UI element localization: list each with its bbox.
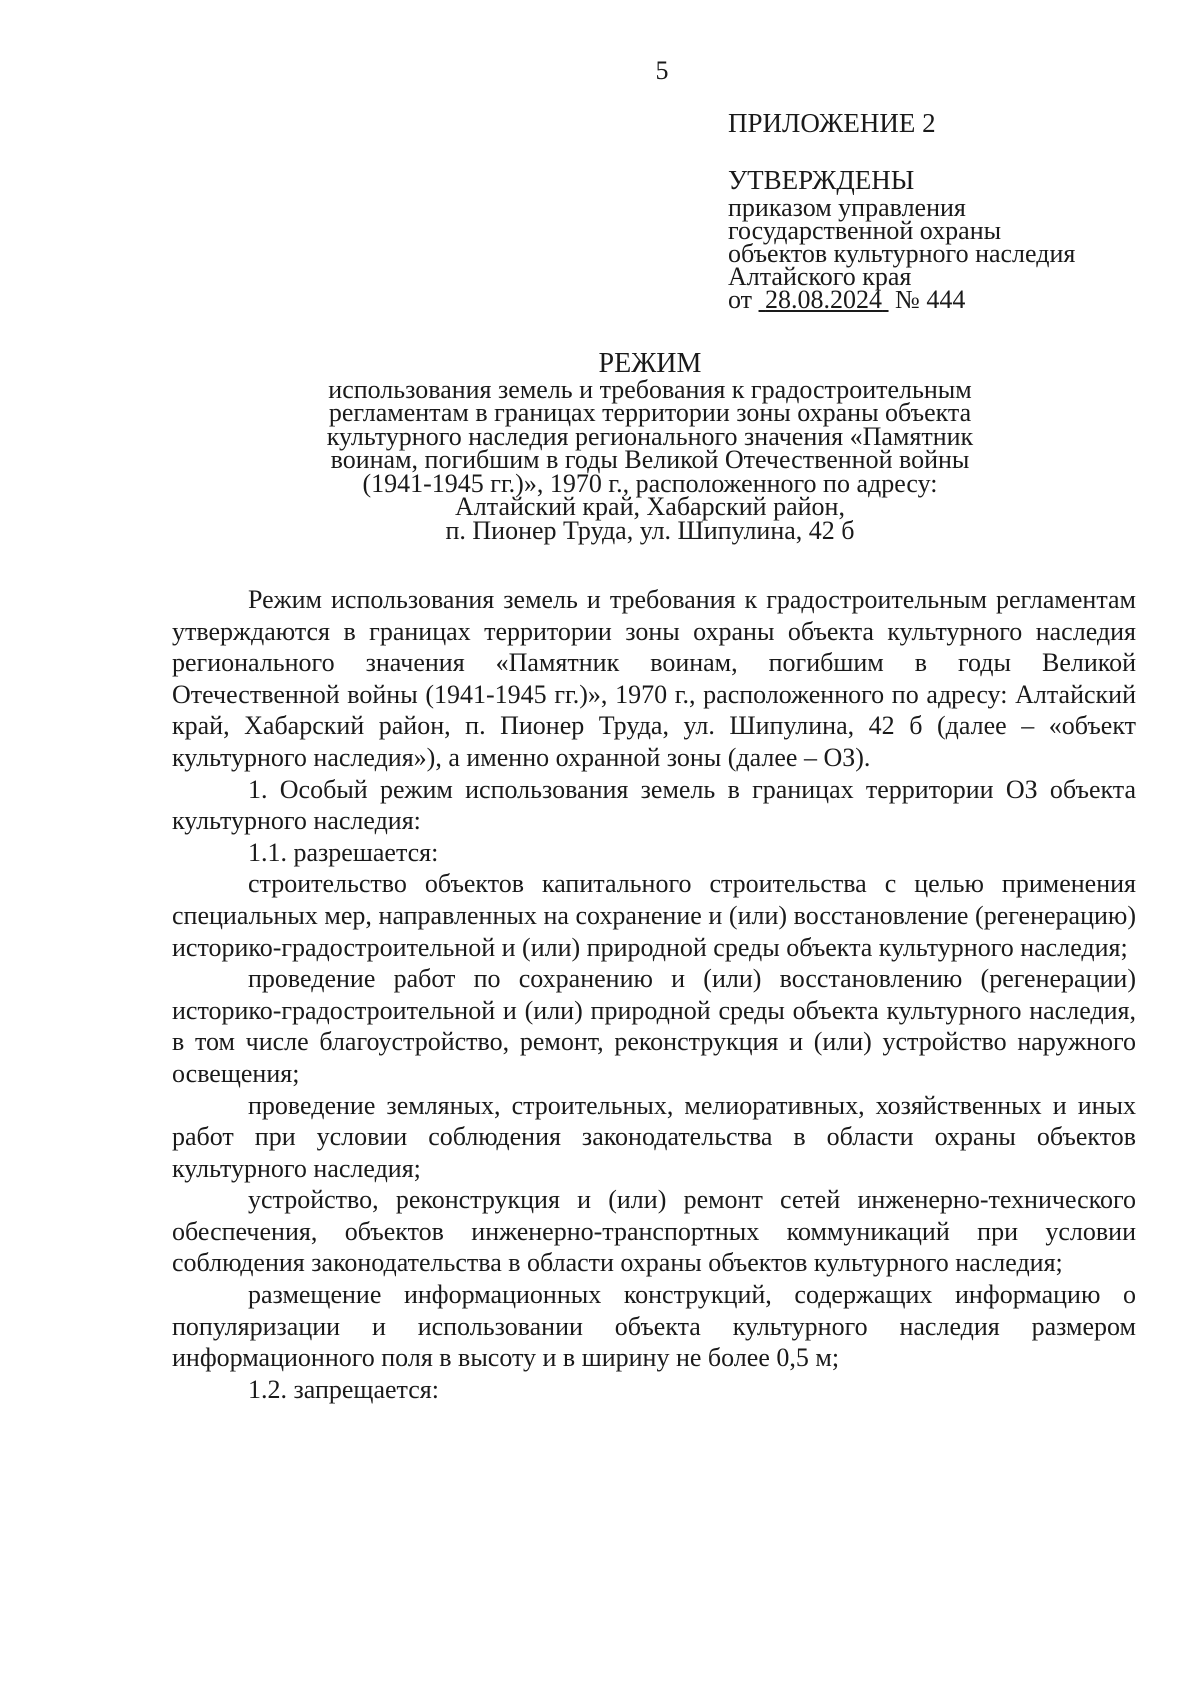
permitted-item: устройство, реконструкция и (или) ремонт сетей инженерно-технического обеспечения, объектов инженерно-транспортных коммуникаций при условии соблюдения законодательства в области охраны объектов культурного наследия;	[172, 1185, 1136, 1278]
date-prefix: от	[728, 285, 753, 314]
document-body	[172, 584, 1136, 1405]
title-line: п. Пионер Труда, ул. Шипулина, 42 б	[445, 515, 855, 545]
approval-line: объектов культурного наследия	[728, 239, 1076, 268]
title-line: (1941-1945 гг.)», 1970 г., расположенного по адресу:	[362, 468, 938, 498]
section-1-heading: 1. Особый режим использования земель в границах территории ОЗ объекта культурного наследия:	[172, 774, 1136, 836]
document-title: РЕЖИМ	[598, 348, 702, 379]
approved-label: УТВЕРЖДЕНЫ	[728, 165, 915, 195]
order-date: 28.08.2024	[765, 285, 883, 314]
permitted-item: размещение информационных конструкций, содержащих информацию о популяризации и использовании объекта культурного наследия размером информационного поля в высоту и в ширину не более 0,5 м;	[172, 1280, 1136, 1373]
permitted-item: строительство объектов капитального строительства с целью применения специальных мер, направленных на сохранение и (или) восстановление (регенерацию) историко-градостроительной и (или) природной среды объекта культурного наследия;	[172, 869, 1136, 962]
title-line: культурного наследия регионального значения «Памятник	[326, 421, 974, 451]
approval-block	[728, 108, 1168, 314]
permitted-item: проведение земляных, строительных, мелиоративных, хозяйственных и иных работ при условии соблюдения законодательства в области охраны объектов культурного наследия;	[172, 1090, 1136, 1183]
intro-paragraph: Режим использования земель и требования к градостроительным регламентам утверждаются в границах территории зоны охраны объекта культурного наследия регионального значения «Памятник воинам, погибшим в годы Великой Отечественной войны (1941-1945 гг.)», 1970 г., расположенного по адресу: Алтайский край, Хабарский район, п. Пионер Труда, ул. Шипулина, 42 б (далее – «объект культурного наследия»), а именно охранной зоны (далее – ОЗ).	[172, 585, 1136, 772]
title-line: регламентам в границах территории зоны охраны объекта	[328, 398, 972, 427]
approval-date-line	[728, 285, 1168, 314]
permitted-item: проведение работ по сохранению и (или) восстановлению (регенерации) историко-градостроительной и (или) природной среды объекта культурного наследия, в том числе благоустройство, ремонт, реконструкция и (или) устройство наружного освещения;	[172, 964, 1136, 1088]
approval-line: государственной охраны	[728, 216, 1002, 245]
title-line: воинам, погибшим в годы Великой Отечественной войны	[330, 445, 970, 474]
document-title-block	[240, 348, 1060, 545]
approval-line: приказом управления	[728, 193, 966, 222]
section-1-2-heading: 1.2. запрещается:	[248, 1374, 439, 1404]
section-1-1-heading: 1.1. разрешается:	[248, 837, 439, 867]
title-line: Алтайский край, Хабарский район,	[455, 492, 845, 521]
order-number: № 444	[895, 285, 966, 314]
title-line: использования земель и требования к градостроительным	[328, 374, 972, 404]
approval-line: Алтайского края	[728, 262, 912, 291]
appendix-label: ПРИЛОЖЕНИЕ 2	[728, 108, 936, 138]
page-number: 5	[655, 56, 669, 85]
